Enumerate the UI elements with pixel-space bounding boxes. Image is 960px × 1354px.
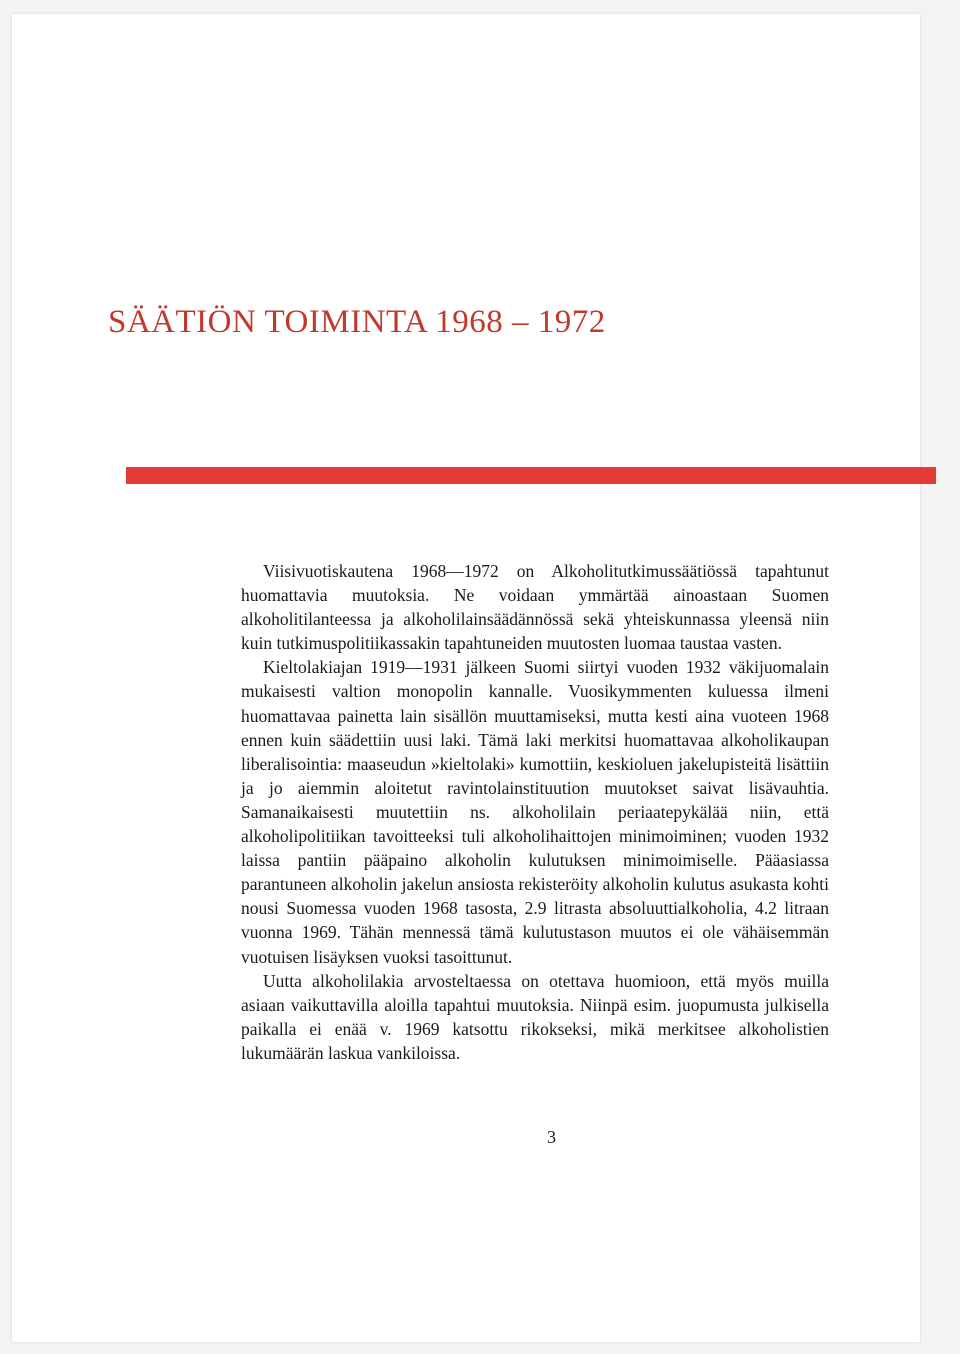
body-text <box>241 559 829 1065</box>
document-page <box>12 14 920 1342</box>
paragraph-2: Kieltolakiajan 1919—1931 jälkeen Suomi siirtyi vuoden 1932 väkijuomalain mukaisesti valtion monopolin kannalle. Vuosikymmenten kuluessa ilmeni huomattavaa painetta lain sisällön muuttamiseksi, mutta kesti aina vuoteen 1968 ennen kuin säädettiin uusi laki. Tämä laki merkitsi huomattavaa alkoholikaupan liberalisointia: maaseudun »kieltolaki» kumottiin, keskioluen jakelupisteitä lisättiin ja jo aiemmin aloitetut ravintolainstituution muutokset saivat lisävauhtia. Samanaikaisesti muutettiin ns. alkoholilain periaatepykälää niin, että alkoholipolitiikan tavoitteeksi tuli alkoholihaittojen minimoiminen; vuoden 1932 laissa pantiin pääpaino alkoholin kulutuksen minimoimiselle. Pääasiassa parantuneen alkoholin jakelun ansiosta rekisteröity alkoholin kulutus asukasta kohti nousi Suomessa vuoden 1968 tasosta, 2.9 litrasta absoluuttialkoholia, 4.2 litraan vuonna 1969. Tähän mennessä tämä kulutustason muutos ei ole vähäisemmän vuotuisen lisäyksen vuoksi tasoittunut. <box>241 657 829 967</box>
page-title: SÄÄTIÖN TOIMINTA 1968 – 1972 <box>108 304 606 340</box>
page-number: 3 <box>547 1127 556 1147</box>
paragraph-1: Viisivuotiskautena 1968—1972 on Alkoholitutkimussäätiössä tapahtunut huomattavia muutoksia. Ne voidaan ymmärtää ainoastaan Suomen alkoholitilanteessa ja alkoholilainsäädännössä sekä yhteiskunnassa yleensä niin kuin tutkimuspolitiikassakin tapahtuneiden muutosten luomaa taustaa vasten. <box>241 561 829 654</box>
red-divider-bar <box>126 467 936 484</box>
paragraph-3: Uutta alkoholilakia arvosteltaessa on otettava huomioon, että myös muilla asiaan vaikuttavilla aloilla tapahtui muutoksia. Niinpä esim. juopumusta julkisella paikalla ei enää v. 1969 katsottu rikokseksi, mikä merkitsee alkoholistien lukumäärän laskua vankiloissa. <box>241 970 829 1063</box>
